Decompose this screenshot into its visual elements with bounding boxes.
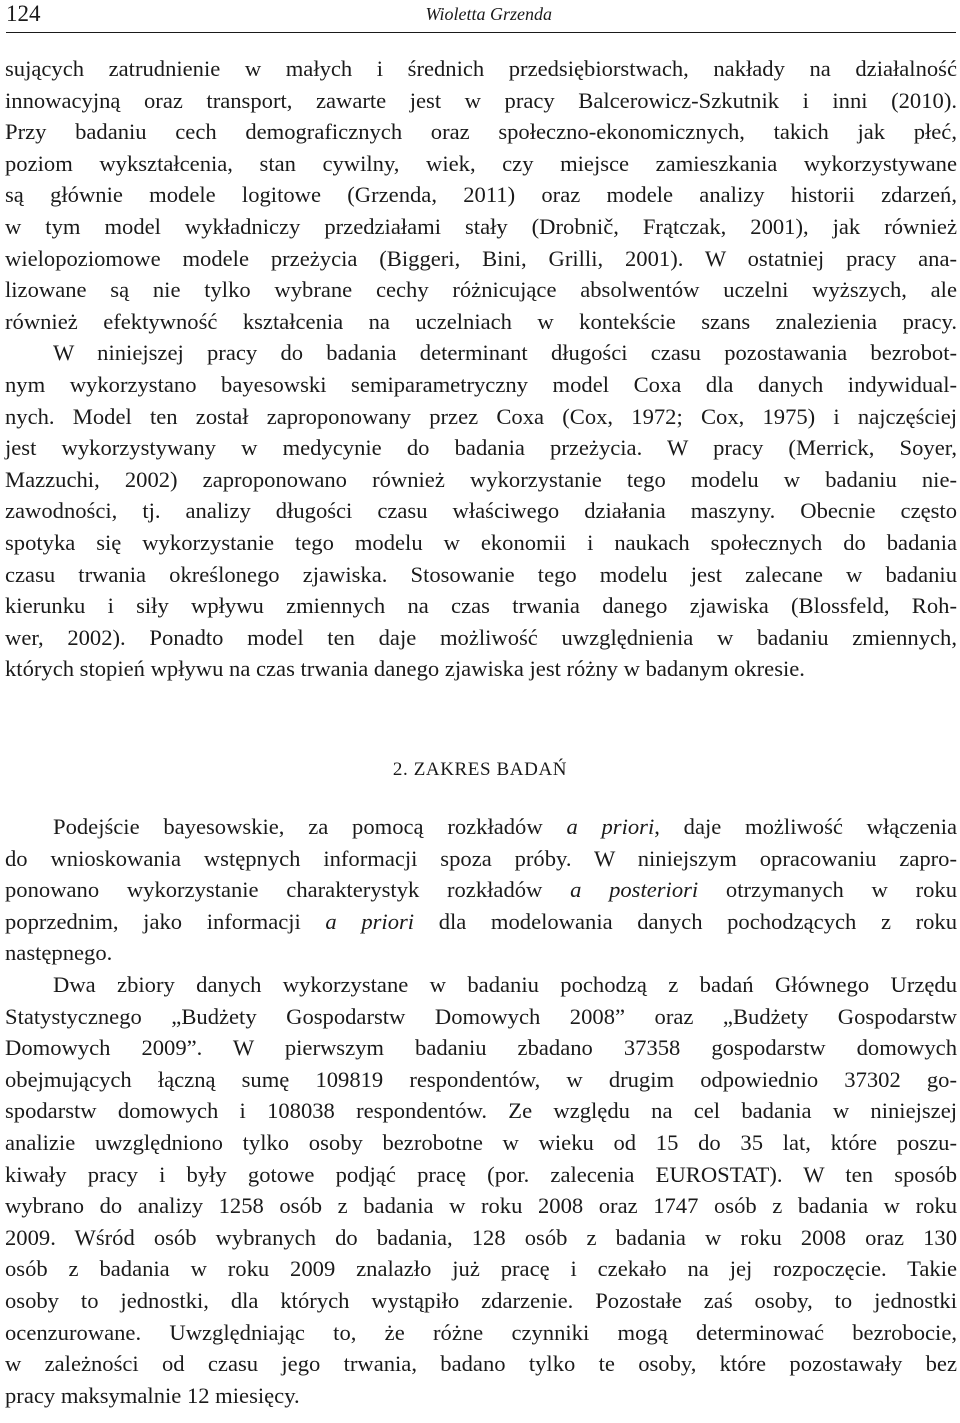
text-line: obejmujących łączną sumę 109819 respondentów, w drugim odpowiednio 37302 go- [5, 1066, 957, 1092]
text-run: ponowano wykorzystanie charakterystyk rozkładów [5, 877, 571, 903]
text-line [5, 811, 957, 843]
text-line: osoby to jednostki, dla których wystąpiło zdarzenie. Pozostałe zaś osoby, to jednostki [5, 1287, 957, 1313]
italic-term: a posteriori [570, 877, 699, 903]
text-run: , daje możliwość włączenia [654, 814, 957, 839]
text-line: w zależności od czasu jego trwania, badano tylko te osoby, które pozostawały bez [5, 1351, 957, 1377]
text-line: wielopoziomowe modele przeżycia (Biggeri, Bini, Grilli, 2001). W ostatniej pracy ana- [5, 245, 957, 271]
paragraph-4 [5, 969, 957, 1411]
text-line: pracy maksymalnie 12 miesięcy. [5, 1382, 300, 1408]
body-text-upper [5, 53, 957, 685]
italic-term: a priori [325, 908, 415, 934]
text-line [5, 874, 957, 906]
text-line: jest wykorzystywany w medycynie do badania przeżycia. W pracy (Merrick, Soyer, [5, 435, 957, 461]
text-line: których stopień wpływu na czas trwania danego zjawiska jest różny w badanym okresie. [5, 656, 805, 682]
text-line: analizie uwzględniono tylko osoby bezrobotne w wieku od 15 do 35 lat, które poszu- [5, 1129, 957, 1155]
running-header [6, 0, 956, 33]
text-line: Dwa zbiory danych wykorzystane w badaniu pochodzą z badań Głównego Urzędu [53, 971, 957, 997]
paragraph-3 [5, 811, 957, 969]
text-line: lizowane są nie tylko wybrane cechy różnicujące absolwentów uczelni wyższych, ale [5, 277, 957, 303]
text-line: sujących zatrudnienie w małych i średnich przedsiębiorstwach, nakłady na działalność [5, 56, 957, 81]
text-line: wybrano do analizy 1258 osób z badania w roku 2008 oraz 1747 osób z badania w roku [5, 1193, 957, 1219]
text-line: Statystycznego „Budżety Gospodarstw Domowych 2008” oraz „Budżety Gospodarstw [5, 1003, 957, 1029]
text-line: spodarstw domowych i 108038 respondentów. Ze względu na cel badania w niniejszej [5, 1098, 957, 1124]
text-line: spotyka się wykorzystanie tego modelu w ekonomii i naukach społecznych do badania [5, 529, 957, 555]
text-line: kiwały pracy i były gotowe podjąć pracę (por. zalecenia EUROSTAT). W ten sposób [5, 1161, 957, 1187]
text-run: dla modelowania danych pochodzących z roku [414, 908, 957, 934]
text-line: Mazzuchi, 2002) zaproponowano również wykorzystanie tego modelu w badaniu nie- [5, 466, 957, 492]
text-line: czasu trwania określonego zjawiska. Stosowanie tego modelu jest zalecane w badaniu [5, 561, 957, 587]
text-line: zawodności, tj. analizy długości czasu właściwego działania maszyny. Obecnie często [5, 498, 957, 524]
text-line: osób z badania w roku 2009 znalazło już pracę i czekało na jej rozpoczęcie. Takie [5, 1256, 957, 1282]
text-run: otrzymanych w roku [698, 877, 957, 903]
text-line: w tym model wykładniczy przedziałami stały (Drobnič, Frątczak, 2001), jak również [5, 213, 957, 239]
page-number: 124 [6, 1, 41, 26]
text-line: wer, 2002). Ponadto model ten daje możliwość uwzględnienia w badaniu zmiennych, [5, 624, 957, 650]
text-line: następnego. [5, 940, 113, 966]
text-run: Podejście bayesowskie, za pomocą rozkładów [53, 814, 567, 839]
italic-term: a priori [566, 814, 655, 839]
paragraph-1 [5, 53, 957, 337]
text-run: poprzednim, jako informacji [5, 908, 326, 934]
paragraph-2 [5, 337, 957, 685]
text-line: kierunku i siły wpływu zmiennych na czas trwania danego zjawiska (Blossfeld, Roh- [5, 593, 957, 619]
text-line: poziom wykształcenia, stan cywilny, wiek, czy miejsce zamieszkania wykorzystywane [5, 150, 957, 176]
body-text-lower [5, 811, 957, 1411]
text-line: do wnioskowania wstępnych informacji spoza próby. W niniejszym opracowaniu zapro- [5, 845, 957, 871]
running-title-author: Wioletta Grzenda [425, 4, 552, 24]
text-line: ocenzurowane. Uwzględniając to, że różne czynniki mogą determinować bezrobocie, [5, 1319, 957, 1345]
text-line: Domowych 2009”. W pierwszym badaniu zbadano 37358 gospodarstw domowych [5, 1035, 957, 1061]
text-line: W niniejszej pracy do badania determinant długości czasu pozostawania bezrobot- [53, 340, 957, 366]
text-line: nym wykorzystano bayesowski semiparametryczny model Coxa dla danych indywidual- [5, 371, 957, 397]
text-line: Przy badaniu cech demograficznych oraz społeczno-ekonomicznych, takich jak płeć, [5, 119, 957, 145]
text-line [5, 906, 957, 938]
text-line: 2009. Wśród osób wybranych do badania, 128 osób z badania w roku 2008 oraz 130 [5, 1224, 957, 1250]
text-line: są głównie modele logitowe (Grzenda, 2011) oraz modele analizy historii zdarzeń, [5, 182, 957, 208]
text-line: nych. Model ten został zaproponowany przez Coxa (Cox, 1972; Cox, 1975) i najczęściej [5, 403, 957, 429]
section-heading: 2. ZAKRES BADAŃ [392, 759, 568, 780]
text-line: innowacyjną oraz transport, zawarte jest w pracy Balcerowicz-Szkutnik i inni (2010). [5, 87, 957, 113]
text-line: również efektywność kształcenia na uczelniach w kontekście szans znalezienia pracy. [5, 308, 957, 334]
